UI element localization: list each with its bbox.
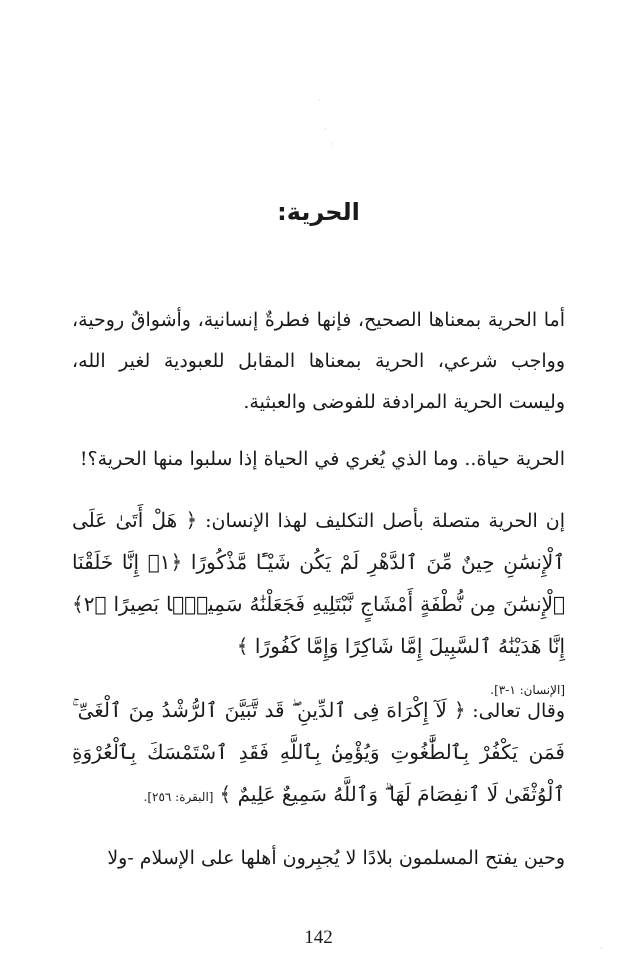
paragraph-quran-insan bbox=[72, 500, 565, 709]
paragraph-definition: أما الحرية بمعناها الصحيح، فإنها فطرةٌ إنسانية، وأشواقٌ روحية، وواجب شرعي، الحرية بمعناها المقابل للعبودية لغير الله، وليست الحرية المرادفة للفوضى والعبثية. bbox=[72, 309, 565, 413]
scan-speck: · bbox=[324, 125, 327, 134]
quran-verse: ﴿ لَآ إِكْرَاهَ فِى ٱلدِّينِ ۖ قَد تَّبَيَّنَ ٱلرُّشْدُ مِنَ ٱلْغَىِّ ۚ فَمَن يَكْفُرْ بِٱلطَّٰغُوتِ وَيُؤْمِنۢ بِٱللَّهِ فَقَدِ ٱسْتَمْسَكَ بِٱلْعُرْوَةِ ٱلْوُثْقَىٰ لَا ٱنفِصَامَ لَهَا ۗ وَٱللَّهُ سَمِيعٌ عَلِيمٌ ﴾ bbox=[72, 698, 565, 806]
verse-reference: [البقرة: ٢٥٦]. bbox=[143, 790, 214, 804]
scan-speck: · bbox=[318, 96, 321, 105]
scan-speck: · bbox=[600, 944, 603, 953]
paragraph-conquest: وحين يفتح المسلمون بلادًا لا يُجبِرون أهلها على الإسلام -ولا bbox=[107, 847, 565, 869]
paragraph-life: الحرية حياة.. وما الذي يُغري في الحياة إذا سلبوا منها الحرية؟! bbox=[79, 448, 565, 470]
verse-reference: [الإنسان: ١-٣]. bbox=[490, 683, 565, 697]
quran-verse: ﴿ هَلْ أَتَىٰ عَلَى ٱلْإِنسَٰنِ حِينٌ مِّنَ ٱلدَّهْرِ لَمْ يَكُن شَيْـًٔا مَّذْكُورًا ﴿١﴾ إِنَّا خَلَقْنَا ٱلْإِنسَٰنَ مِن نُّطْفَةٍ أَمْشَاجٍ نَّبْتَلِيهِ فَجَعَلْنَٰهُ سَمِيعًۢا بَصِيرًا ﴿٢﴾ إِنَّا هَدَيْنَٰهُ ٱلسَّبِيلَ إِمَّا شَاكِرًا وَإِمَّا كَفُورًا ﴾ bbox=[72, 508, 565, 658]
scan-speck: · bbox=[330, 140, 333, 149]
section-heading: الحرية: bbox=[277, 198, 360, 226]
paragraph-quran-baqarah bbox=[72, 690, 565, 816]
intro-text: إن الحرية متصلة بأصل التكليف لهذا الإنسان: bbox=[205, 510, 565, 532]
page-number: 142 bbox=[304, 927, 333, 948]
intro-text: وقال تعالى: bbox=[472, 700, 566, 722]
